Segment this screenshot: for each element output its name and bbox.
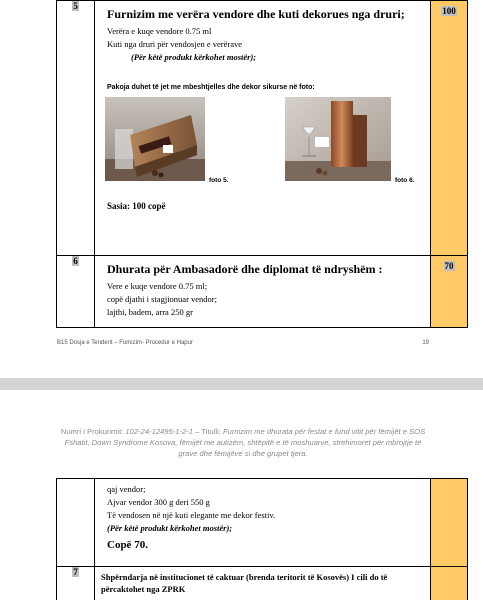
- item-title: Dhurata për Ambasadorë dhe diplomat të ndryshëm :: [107, 262, 383, 276]
- page-number: 19: [422, 340, 429, 346]
- item-description-cell: [95, 479, 431, 567]
- photo-area: [101, 97, 424, 189]
- procurement-title: Furnizim me dhurata për festat e fund vitit për fëmijët e SOS Fshatit, Down Syndrome Kosova, fëmijët me autizëm, shtëpitë e të moshuarve, strehimoret për mbrojtje të grave dhe fëmijëve si dhe grupet tjera.: [64, 427, 426, 458]
- item-quantity: 70: [444, 261, 454, 271]
- document-page-20: [0, 390, 483, 600]
- procurement-number: 102-24-12495-1-2-1: [125, 427, 193, 436]
- item-line: Të vendosen në një kuti elegante me dekor festiv.: [107, 510, 276, 520]
- item-number: 6: [73, 256, 78, 266]
- item-description-cell: [95, 256, 431, 328]
- procurement-header: [60, 426, 426, 459]
- item-title: Shpërndarja në institucionet të caktuar (brenda teritorit të Kosovës) I cili do të përcaktohet nga ZPRK: [101, 572, 388, 594]
- item-line: qaj vendor;: [107, 484, 146, 494]
- item-number-cell: [57, 1, 95, 256]
- footer-text: B15 Dosja e Tenderit – Fumizim- Procedur e Hapur: [57, 340, 193, 346]
- item-number-cell: [57, 256, 95, 328]
- photo-6-caption: foto 6.: [395, 177, 415, 184]
- item-quantity-text: Sasia: 100 copë: [107, 201, 166, 211]
- photo-6-copper-gift-image: [285, 97, 391, 181]
- photo-5-wine-box-image: [105, 97, 205, 181]
- items-table-page-19: [56, 0, 468, 328]
- item-number: 7: [73, 567, 78, 577]
- sample-required-note: (Për këtë produkt kërkohet mostër);: [131, 52, 257, 62]
- photo-5-caption: foto 5.: [209, 177, 229, 184]
- sample-required-note: (Për këtë produkt kërkohet mostër);: [107, 523, 233, 533]
- procurement-number-label: Numri i Prokurimit:: [60, 427, 124, 436]
- page-footer: [57, 340, 429, 346]
- item-number: 5: [73, 1, 78, 11]
- procurement-title-label: Titulli:: [201, 427, 221, 436]
- item-line: copë djathi i stagjionuar vendor;: [107, 294, 217, 304]
- item-description-cell: [95, 567, 431, 600]
- item-copies: Copë 70.: [107, 539, 148, 551]
- item-title: Furnizim me verëra vendore dhe kuti dekorues nga druri;: [107, 7, 405, 21]
- quantity-cell: [431, 256, 468, 328]
- header-separator: –: [192, 427, 202, 436]
- item-line: Kuti nga druri për vendosjen e verërave: [107, 39, 242, 49]
- item-quantity: 100: [442, 6, 456, 16]
- packaging-instruction: Pakoja duhet të jet me mbeshtjelles dhe dekor sikurse në foto:: [107, 84, 315, 91]
- quantity-cell: [431, 479, 468, 567]
- item-line: Ajvar vendor 300 g deri 550 g: [107, 497, 210, 507]
- items-table-page-20: [56, 478, 468, 600]
- quantity-cell: [431, 1, 468, 256]
- item-description-cell: [95, 1, 431, 256]
- table-row-item-7: [57, 567, 468, 600]
- item-line: Verëra e kuqe vendore 0.75 ml: [107, 26, 212, 36]
- item-number-cell: [57, 567, 95, 600]
- page-separator: [0, 378, 483, 390]
- table-row-item-6-continued: [57, 479, 468, 567]
- table-row-item-6: [57, 256, 468, 328]
- item-number-cell: [57, 479, 95, 567]
- quantity-cell: [431, 567, 468, 600]
- table-row-item-5: [57, 1, 468, 256]
- item-line: lajthi, badem, arra 250 gr: [107, 307, 193, 317]
- item-line: Vere e kuqe vendore 0.75 ml;: [107, 281, 208, 291]
